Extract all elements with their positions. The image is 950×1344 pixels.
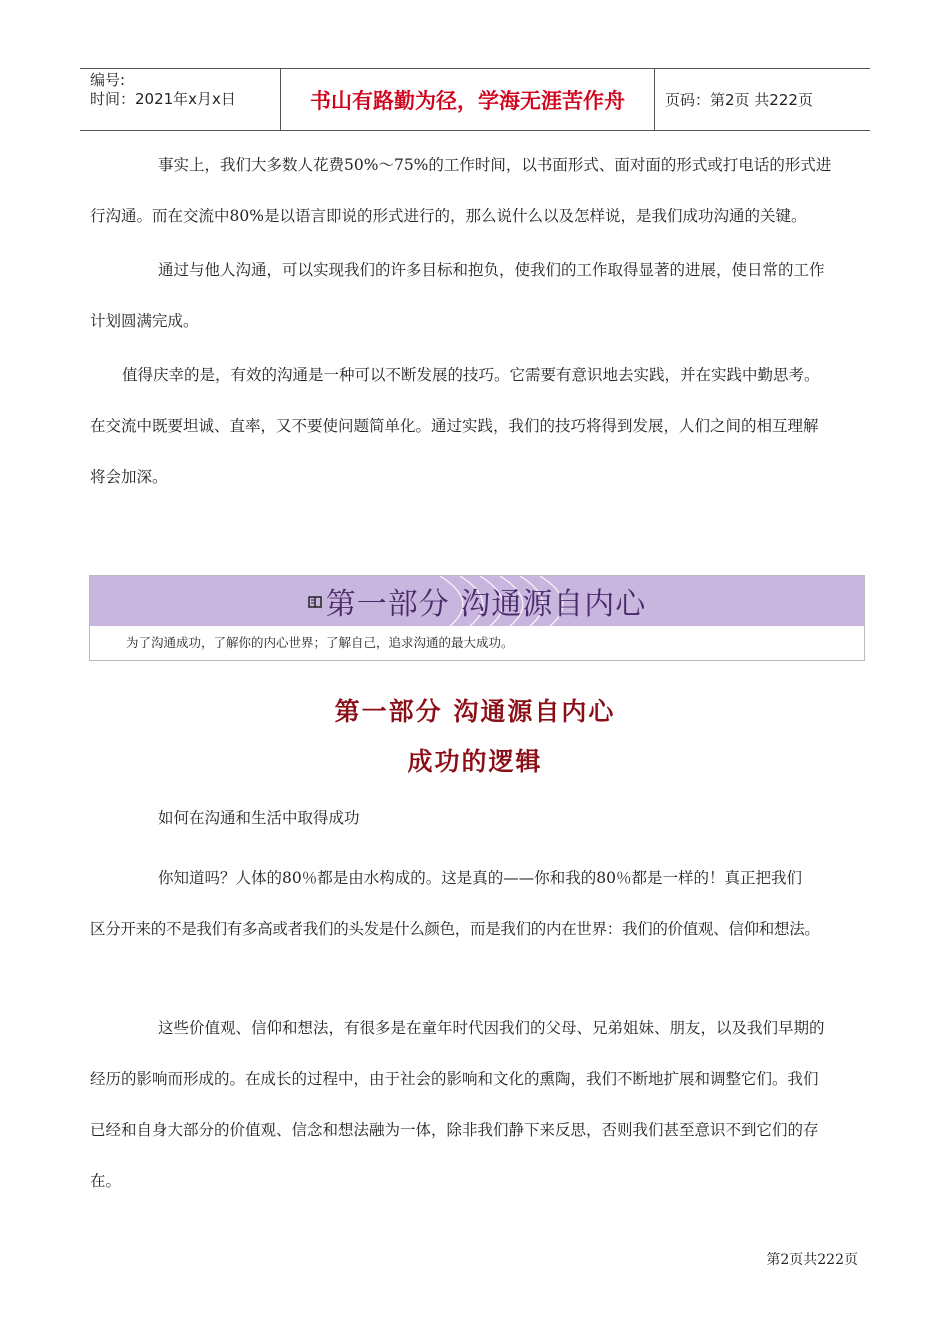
paragraph-line: 区分开来的不是我们有多高或者我们的头发是什么颜色，而是我们的内在世界：我们的价值观、信仰和想法。: [90, 920, 820, 938]
paragraph-line: 你知道吗？人体的80％都是由水构成的。这是真的——你和我的80％都是一样的！真正把我们: [158, 869, 802, 887]
header-meta: [80, 69, 281, 130]
paragraph-3: [90, 350, 860, 503]
paragraph-line: 如何在沟通和生活中取得成功: [158, 809, 360, 827]
paragraph-1: [90, 140, 860, 242]
paragraph-line: 计划圆满完成。: [90, 312, 199, 330]
book-icon: [308, 594, 322, 608]
paragraph-line: 已经和自身大部分的价值观、信念和想法融为一体，除非我们静下来反思，否则我们甚至意识不到它们的存: [90, 1121, 819, 1139]
paragraph-line: 事实上，我们大多数人花费50%～75%的工作时间，以书面形式、面对面的形式或打电话的形式进: [158, 156, 832, 174]
page-header: [80, 68, 870, 131]
body-paragraph-2: [90, 853, 860, 955]
paragraph-2: [90, 245, 860, 347]
section-subtitle: 成功的逻辑: [407, 747, 543, 776]
paragraph-line: 值得庆幸的是，有效的沟通是一种可以不断发展的技巧。它需要有意识地去实践，并在实践中勤思考。: [122, 366, 820, 384]
paragraph-line: 这些价值观、信仰和想法，有很多是在童年时代因我们的父母、兄弟姐妹、朋友，以及我们早期的: [158, 1019, 825, 1037]
body-paragraph-1: [90, 793, 860, 844]
banner-title: 第一部分 沟通源自内心: [325, 587, 647, 622]
header-page-info: 页码：第2页 共222页: [665, 91, 813, 109]
paragraph-line: 将会加深。: [90, 468, 168, 486]
time-label: 时间：2021年x月x日: [90, 90, 236, 108]
paragraph-line: 在。: [90, 1172, 122, 1190]
paragraph-line: 通过与他人沟通，可以实现我们的许多目标和抱负，使我们的工作取得显著的进展，使日常的工作: [158, 261, 825, 279]
paragraph-line: 经历的影响而形成的。在成长的过程中，由于社会的影响和文化的熏陶，我们不断地扩展和调整它们。我们: [90, 1070, 819, 1088]
page-footer: 第2页共222页: [766, 1252, 858, 1268]
body-paragraph-3: [90, 1003, 860, 1207]
serial-label: 编号:: [90, 71, 126, 89]
paragraph-line: 行沟通。而在交流中80%是以语言即说的形式进行的，那么说什么以及怎样说，是我们成功沟通的关键。: [90, 207, 807, 225]
paragraph-line: 在交流中既要坦诚、直率，又不要使问题简单化。通过实践，我们的技巧将得到发展，人们之间的相互理解: [90, 417, 819, 435]
section-title: 第一部分 沟通源自内心: [334, 697, 616, 726]
banner-header: [90, 576, 864, 626]
banner-subtitle: 为了沟通成功，了解你的内心世界；了解自己，追求沟通的最大成功。: [126, 635, 514, 650]
chapter-banner: [89, 575, 865, 661]
header-motto: 书山有路勤为径，学海无涯苦作舟: [281, 69, 655, 130]
